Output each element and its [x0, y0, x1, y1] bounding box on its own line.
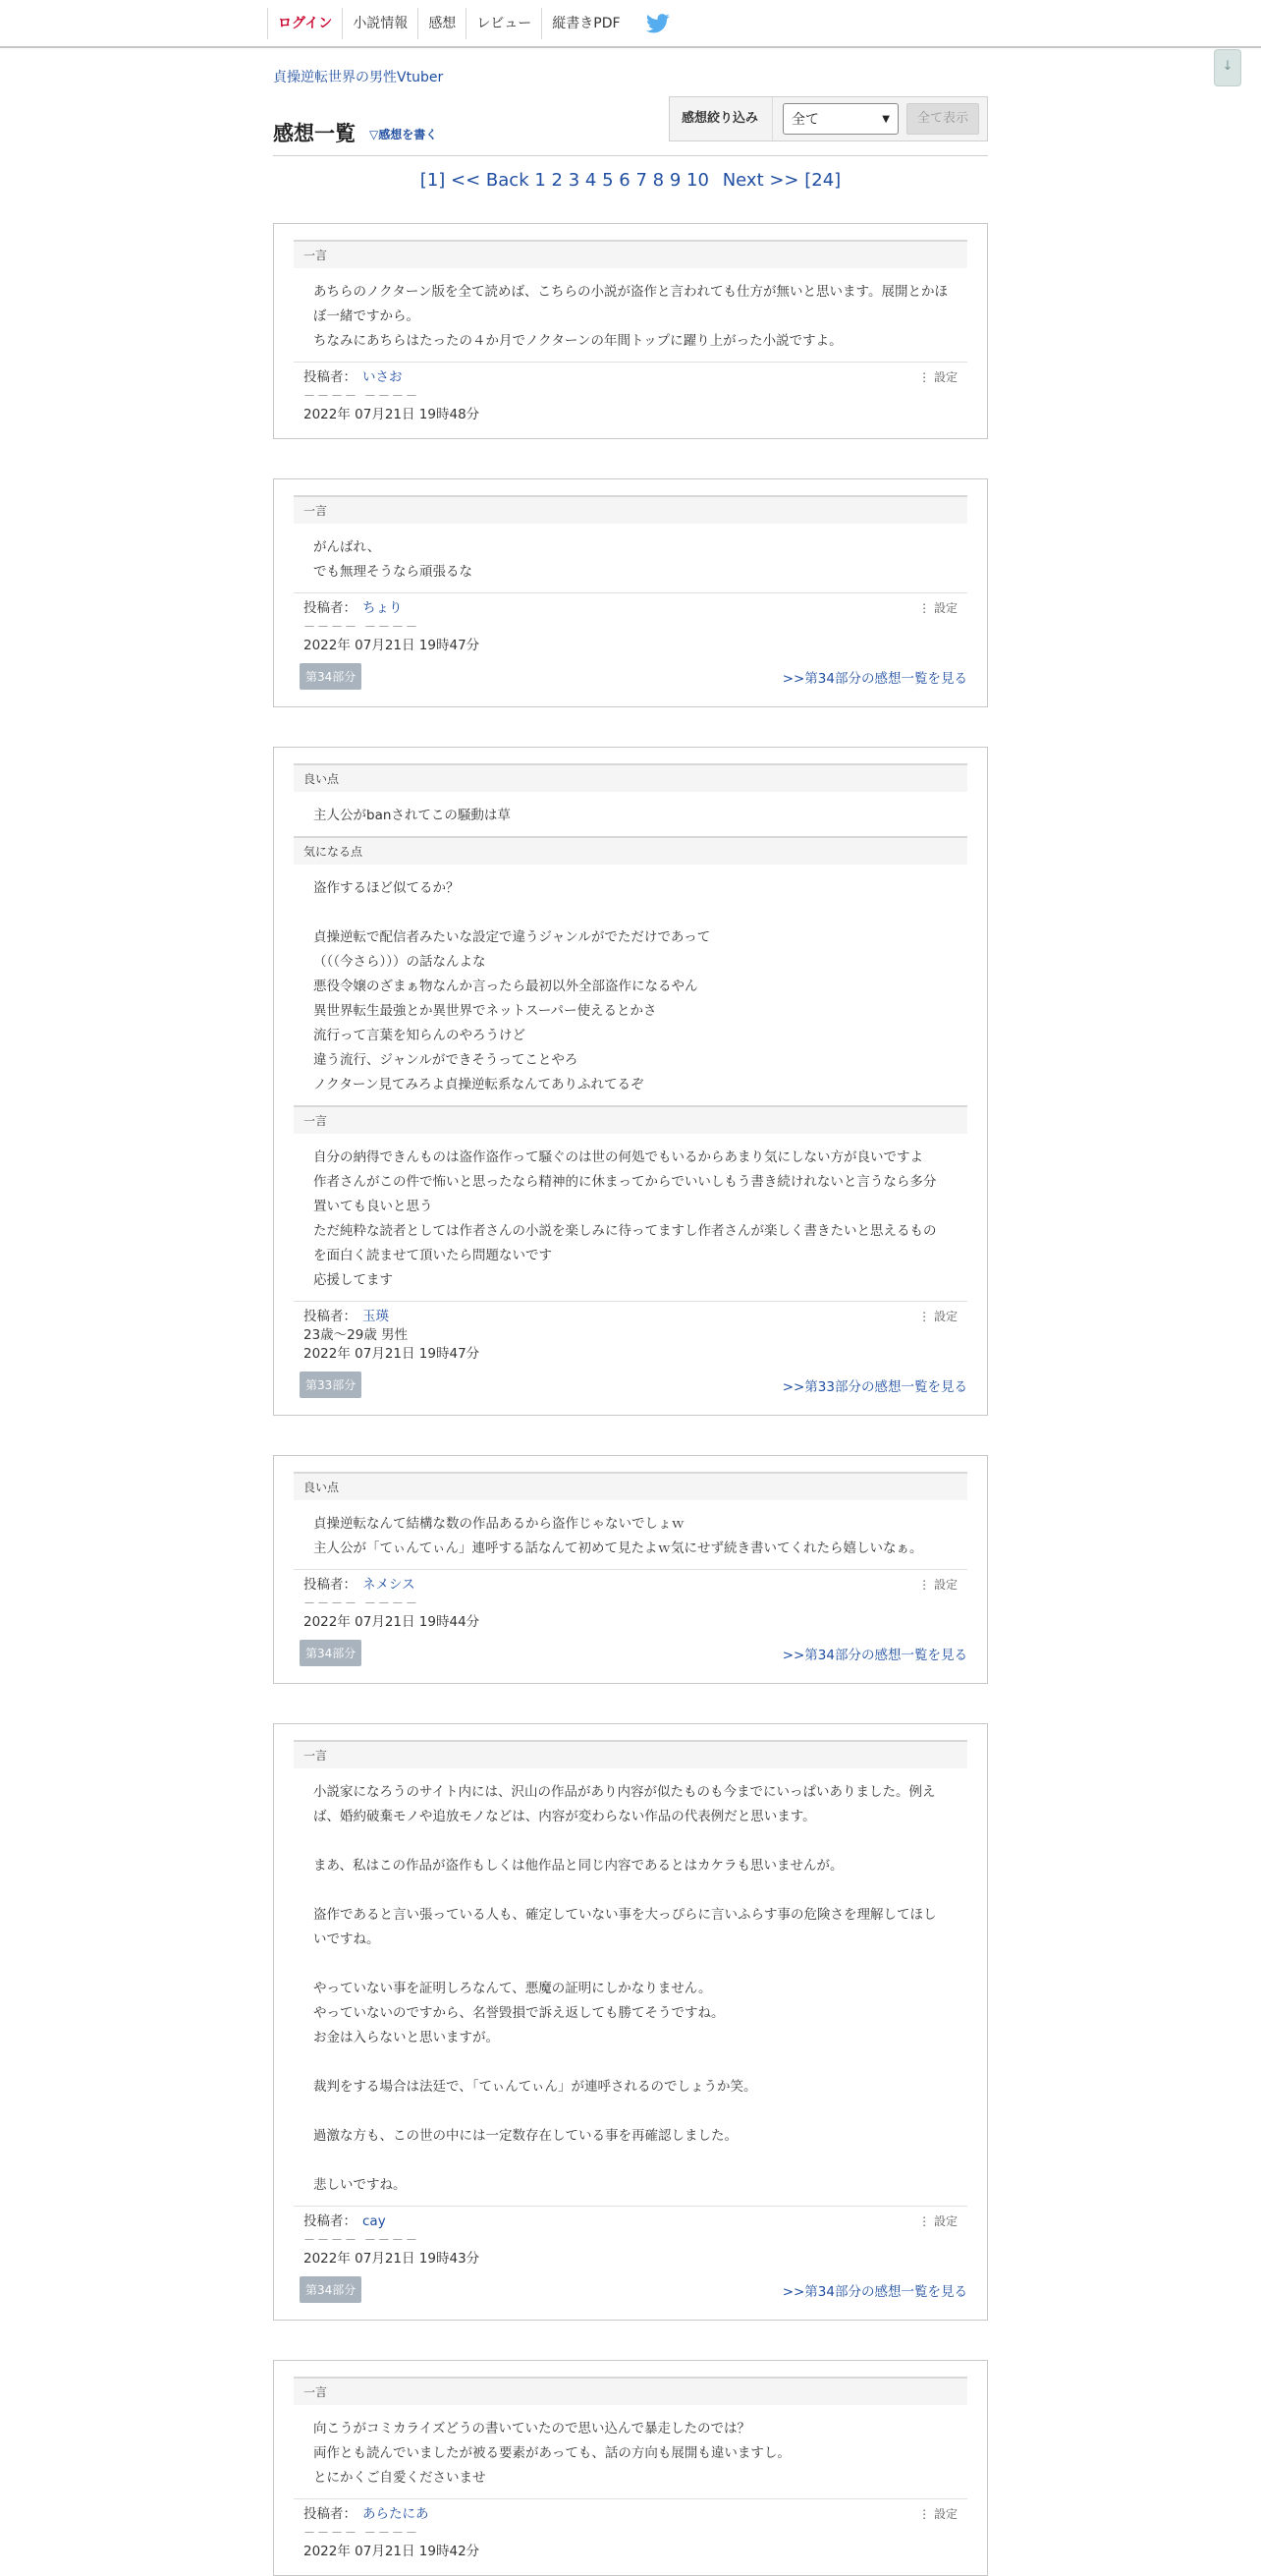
section-heading: 一言: [294, 495, 967, 524]
pager-page-9[interactable]: 9: [669, 170, 682, 191]
card-footer: [294, 1640, 967, 1671]
nav-novel-info-link[interactable]: 小説情報: [342, 8, 417, 39]
part-badge: 第34部分: [300, 663, 361, 690]
show-all-button[interactable]: 全て表示: [906, 103, 979, 135]
section-heading: 気になる点: [294, 836, 967, 865]
impression-list: [273, 223, 988, 2576]
pagination: [273, 168, 988, 205]
post-meta: [294, 592, 967, 657]
pager-back[interactable]: << Back: [451, 170, 529, 191]
poster-label: 投稿者：: [303, 600, 356, 616]
nav-login-link[interactable]: ログイン: [267, 8, 342, 39]
nav-impressions-link[interactable]: 感想: [417, 8, 466, 39]
main-content: [273, 59, 988, 2576]
filter-label: 感想絞り込み: [678, 97, 773, 140]
section-body: 貞操逆転なんて結構な数の作品あるから盗作じゃないでしょｗ 主人公が「てぃんてぃん」連呼する話なんて初めて見たよｗ気にせず続き書いてくれたら嬉しいなぁ。: [313, 1516, 923, 1556]
post-date: 2022年 07月21日 19時43分: [303, 2251, 480, 2267]
divider: [273, 155, 988, 156]
poster-name-link[interactable]: ネメシス: [362, 1577, 415, 1593]
post-meta: [294, 1301, 967, 1366]
poster-label: 投稿者：: [303, 1577, 356, 1593]
scroll-down-button[interactable]: ↓: [1214, 49, 1241, 86]
settings-menu-button[interactable]: ⋮ 設定: [918, 1578, 958, 1592]
section-heading: 良い点: [294, 763, 967, 792]
pager-page-7[interactable]: 7: [635, 170, 647, 191]
poster-profile: －－－－ －－－－: [303, 1596, 419, 1610]
section-heading: 一言: [294, 1105, 967, 1134]
poster-profile: －－－－ －－－－: [303, 2233, 419, 2247]
chevron-down-icon: ▼: [882, 113, 890, 125]
section-body: 主人公がbanされてこの騒動は草: [313, 808, 511, 823]
poster-label: 投稿者：: [303, 2506, 356, 2522]
impression-card: [273, 1455, 988, 1684]
part-badge: 第34部分: [300, 1640, 361, 1666]
post-date: 2022年 07月21日 19時48分: [303, 407, 480, 422]
nav-review-link[interactable]: レビュー: [466, 8, 541, 39]
poster-profile: －－－－ －－－－: [303, 2526, 419, 2540]
impression-card: [273, 747, 988, 1416]
card-footer: [294, 1372, 967, 1403]
poster-name-link[interactable]: あらたにあ: [362, 2506, 429, 2522]
top-nav-items: [267, 8, 670, 39]
heading-row: [273, 96, 988, 153]
pager-last[interactable]: [24]: [804, 170, 842, 191]
part-impressions-link[interactable]: >>第34部分の感想一覧を見る: [782, 671, 967, 687]
pager-page-3[interactable]: 3: [568, 170, 580, 191]
section-heading: 良い点: [294, 1472, 967, 1500]
post-date: 2022年 07月21日 19時47分: [303, 1346, 480, 1362]
novel-title-link[interactable]: 貞操逆転世界の男性Vtuber: [273, 70, 444, 85]
filter-select[interactable]: [783, 103, 899, 135]
post-date: 2022年 07月21日 19時42分: [303, 2544, 480, 2559]
impression-card: [273, 1723, 988, 2321]
section-heading: 一言: [294, 240, 967, 268]
impression-card: [273, 2360, 988, 2576]
pager-next[interactable]: Next >>: [722, 170, 799, 191]
impression-card: [273, 478, 988, 707]
poster-name-link[interactable]: 玉瑛: [362, 1309, 389, 1324]
poster-profile: 23歳～29歳 男性: [303, 1327, 409, 1343]
settings-menu-button[interactable]: ⋮ 設定: [918, 2507, 958, 2521]
card-footer: [294, 663, 967, 695]
twitter-bird-icon[interactable]: [646, 14, 670, 33]
poster-label: 投稿者：: [303, 369, 356, 385]
section-heading: 一言: [294, 1740, 967, 1768]
poster-name-link[interactable]: いさお: [362, 369, 403, 385]
nav-pdf-link[interactable]: 縦書きPDF: [541, 8, 630, 39]
section-body: 向こうがコミカライズどうの書いていたので思い込んで暴走したのでは？ 両作とも読んでいましたが被る要素があっても、話の方向も展開も違いますし。 とにかくご自愛くださいませ: [313, 2421, 791, 2486]
part-badge: 第34部分: [300, 2276, 361, 2303]
pager-first[interactable]: [1]: [419, 170, 446, 191]
pager-page-8[interactable]: 8: [652, 170, 665, 191]
part-impressions-link[interactable]: >>第33部分の感想一覧を見る: [782, 1379, 967, 1395]
part-impressions-link[interactable]: >>第34部分の感想一覧を見る: [782, 1648, 967, 1663]
poster-profile: －－－－ －－－－: [303, 620, 419, 634]
pager-page-10[interactable]: 10: [686, 170, 709, 191]
page-title: 感想一覧: [273, 122, 356, 145]
poster-name-link[interactable]: cay: [362, 2213, 386, 2229]
poster-profile: －－－－ －－－－: [303, 389, 419, 403]
section-body: 自分の納得できんものは盗作盗作って騒ぐのは世の何処でもいるからあまり気にしない方が良いですよ 作者さんがこの件で怖いと思ったなら精神的に休まってからでいいしもう書き続けれないと言うなら多分置いても良いと思う ただ純粋な読者としては作者さんの小説を楽しみに待ってますし作者さんが楽しく書きたいと思えるものを面白く読ませて頂いたら問題ないです 応援してます: [313, 1149, 937, 1288]
pager-page-6[interactable]: 6: [619, 170, 630, 191]
post-meta: [294, 2498, 967, 2563]
write-impression-link[interactable]: ▽感想を書く: [369, 128, 438, 141]
pager-page-2[interactable]: 2: [551, 170, 563, 191]
poster-name-link[interactable]: ちょり: [362, 600, 403, 616]
post-meta: [294, 1569, 967, 1634]
post-meta: [294, 362, 967, 426]
top-nav: [0, 0, 1261, 48]
settings-menu-button[interactable]: ⋮ 設定: [918, 601, 958, 615]
poster-label: 投稿者：: [303, 1309, 356, 1324]
poster-label: 投稿者：: [303, 2213, 356, 2229]
pager-page-1[interactable]: 1: [534, 170, 546, 191]
filter-box: [669, 96, 988, 141]
part-impressions-link[interactable]: >>第34部分の感想一覧を見る: [782, 2284, 967, 2300]
impression-card: [273, 223, 988, 439]
post-meta: [294, 2206, 967, 2270]
post-date: 2022年 07月21日 19時47分: [303, 638, 480, 653]
card-footer: [294, 2276, 967, 2308]
section-body: 盗作するほど似てるか？ 貞操逆転で配信者みたいな設定で違うジャンルがでただけであって （（（今さら）））の話なんよな 悪役令嬢のざまぁ物なんか言ったら最初以外全部盗作になるやん 異世界転生最強とか異世界でネットスーパー使えるとかさ 流行って言葉を知らんのやろうけど 違う流行、ジャンルができそうってことやろ ノクターン見てみろよ貞操逆転系なんてありふれてるぞ: [313, 880, 711, 1092]
filter-selected-value: 全て: [792, 112, 819, 128]
pager-page-4[interactable]: 4: [584, 170, 597, 191]
post-date: 2022年 07月21日 19時44分: [303, 1614, 480, 1630]
section-body: 小説家になろうのサイト内には、沢山の作品があり内容が似たものも今までにいっぱいありました。例えば、婚約破棄モノや追放モノなどは、内容が変わらない作品の代表例だと思います。 まあ、私はこの作品が盗作もしくは他作品と同じ内容であるとはカケラも思いませんが。 盗作であると言い張っている人も、確定していない事を大っぴらに言いふらす事の危険さを理解してほしいですね。 やっていない事を証明しろなんて、悪魔の証明にしかなりません。 やっていないのですから、名誉毀損で訴え返しても勝てそうですね。 お金は入らないと思いますが。 裁判をする場合は法廷で、「てぃんてぃん」が連呼されるのでしょうか笑。 過激な方も、この世の中には一定数存在している事を再確認しました。 悲しいですね。: [313, 1784, 937, 2193]
settings-menu-button[interactable]: ⋮ 設定: [918, 370, 958, 384]
pager-page-5[interactable]: 5: [602, 170, 614, 191]
section-body: がんばれ、 でも無理そうなら頑張るな: [313, 539, 472, 580]
settings-menu-button[interactable]: ⋮ 設定: [918, 2214, 958, 2228]
part-badge: 第33部分: [300, 1372, 361, 1398]
section-heading: 一言: [294, 2377, 967, 2405]
section-body: あちらのノクターン版を全て読めば、こちらの小説が盗作と言われても仕方が無いと思います。展開とかほぼ一緒ですから。 ちなみにあちらはたったの４か月でノクターンの年間トップに躍り上がった小説ですよ。: [313, 284, 948, 349]
settings-menu-button[interactable]: ⋮ 設定: [918, 1310, 958, 1323]
